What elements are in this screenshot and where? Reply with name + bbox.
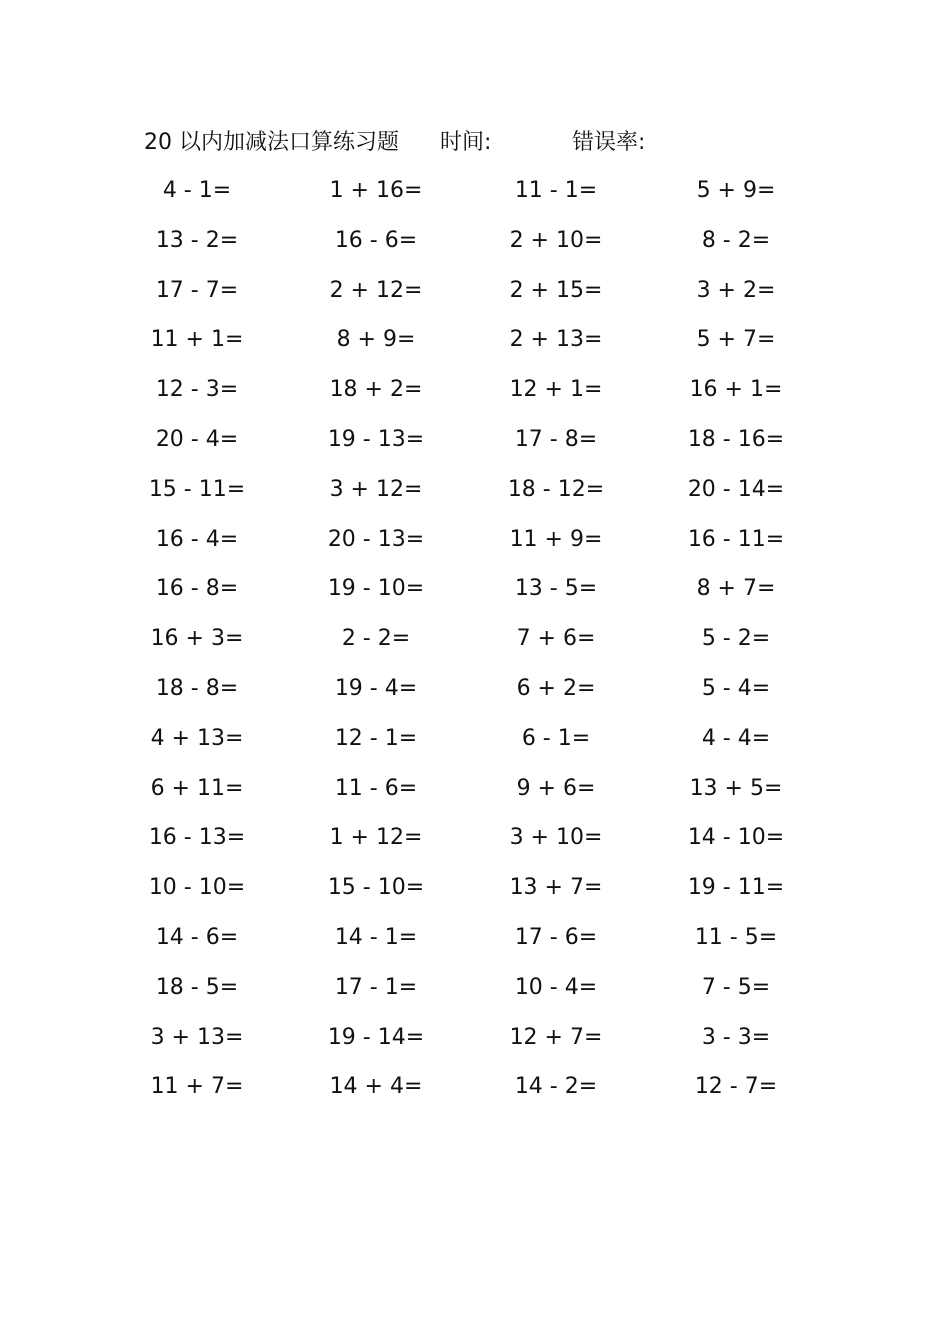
problem-item: 17 - 6= — [514, 924, 598, 950]
problem-row — [0, 871, 950, 921]
problem-row — [0, 722, 950, 772]
problem-item: 18 + 2= — [329, 377, 423, 403]
problem-item: 11 + 1= — [150, 327, 244, 353]
problem-item: 16 - 11= — [687, 526, 785, 552]
problem-item: 14 - 1= — [334, 924, 418, 950]
problem-item: 19 - 11= — [687, 875, 785, 901]
problem-item: 20 - 14= — [687, 476, 785, 502]
problem-item: 12 + 1= — [509, 377, 603, 403]
problem-row — [0, 821, 950, 871]
problem-item: 17 - 1= — [334, 974, 418, 1000]
problem-item: 13 + 5= — [689, 775, 783, 801]
problem-item: 11 + 9= — [509, 526, 603, 552]
worksheet-title: 20 以内加减法口算练习题 — [144, 130, 399, 155]
problem-item: 15 - 11= — [148, 476, 246, 502]
problem-item: 19 - 13= — [327, 426, 425, 452]
problem-item: 19 - 4= — [334, 675, 418, 701]
problem-row — [0, 772, 950, 822]
problem-item: 16 + 3= — [150, 626, 244, 652]
problem-row — [0, 423, 950, 473]
problem-item: 5 - 4= — [701, 675, 771, 701]
problem-item: 10 - 10= — [148, 875, 246, 901]
problem-item: 2 + 10= — [509, 227, 603, 253]
problem-item: 13 + 7= — [509, 875, 603, 901]
problem-row — [0, 572, 950, 622]
problem-item: 20 - 13= — [327, 526, 425, 552]
problem-row — [0, 672, 950, 722]
problem-row — [0, 174, 950, 224]
problem-item: 5 - 2= — [701, 626, 771, 652]
problem-item: 19 - 14= — [327, 1024, 425, 1050]
problem-item: 2 + 12= — [329, 277, 423, 303]
problem-item: 18 - 12= — [507, 476, 605, 502]
problem-item: 14 + 4= — [329, 1074, 423, 1100]
problem-item: 2 - 2= — [341, 626, 411, 652]
problem-item: 7 + 6= — [516, 626, 596, 652]
problem-item: 3 + 12= — [329, 476, 423, 502]
problem-item: 11 + 7= — [150, 1074, 244, 1100]
problem-row — [0, 274, 950, 324]
problem-item: 11 - 5= — [694, 924, 778, 950]
problem-item: 16 - 6= — [334, 227, 418, 253]
problem-item: 6 + 2= — [516, 675, 596, 701]
problem-item: 9 + 6= — [516, 775, 596, 801]
problem-item: 12 - 3= — [155, 377, 239, 403]
problem-item: 3 + 13= — [150, 1024, 244, 1050]
problem-item: 6 + 11= — [150, 775, 244, 801]
problem-item: 14 - 10= — [687, 825, 785, 851]
problem-item: 3 + 10= — [509, 825, 603, 851]
problem-row — [0, 622, 950, 672]
problem-item: 11 - 1= — [514, 178, 598, 203]
problem-item: 8 + 7= — [696, 576, 776, 602]
problem-item: 4 - 1= — [162, 178, 232, 203]
problem-row — [0, 971, 950, 1021]
problem-item: 1 + 12= — [329, 825, 423, 851]
problem-item: 11 - 6= — [334, 775, 418, 801]
problem-item: 19 - 10= — [327, 576, 425, 602]
problem-item: 2 + 15= — [509, 277, 603, 303]
problem-item: 12 + 7= — [509, 1024, 603, 1050]
problem-item: 6 - 1= — [521, 725, 591, 751]
problem-row — [0, 224, 950, 274]
problem-item: 14 - 6= — [155, 924, 239, 950]
problem-item: 3 - 3= — [701, 1024, 771, 1050]
problem-item: 8 - 2= — [701, 227, 771, 253]
problem-grid — [0, 174, 950, 1120]
problem-item: 18 - 8= — [155, 675, 239, 701]
problem-item: 13 - 5= — [514, 576, 598, 602]
problem-item: 13 - 2= — [155, 227, 239, 253]
problem-item: 7 - 5= — [701, 974, 771, 1000]
problem-row — [0, 473, 950, 523]
problem-item: 17 - 7= — [155, 277, 239, 303]
problem-item: 18 - 5= — [155, 974, 239, 1000]
problem-row — [0, 1070, 950, 1120]
problem-item: 17 - 8= — [514, 426, 598, 452]
problem-item: 16 - 13= — [148, 825, 246, 851]
problem-item: 2 + 13= — [509, 327, 603, 353]
worksheet-header — [144, 126, 844, 160]
problem-item: 16 - 8= — [155, 576, 239, 602]
problem-item: 5 + 9= — [696, 178, 776, 203]
time-label: 时间: — [440, 130, 492, 155]
problem-item: 16 + 1= — [689, 377, 783, 403]
problem-row — [0, 323, 950, 373]
problem-item: 4 + 13= — [150, 725, 244, 751]
problem-row — [0, 1021, 950, 1071]
problem-item: 18 - 16= — [687, 426, 785, 452]
problem-item: 1 + 16= — [329, 178, 423, 203]
problem-item: 5 + 7= — [696, 327, 776, 353]
problem-item: 12 - 1= — [334, 725, 418, 751]
problem-item: 4 - 4= — [701, 725, 771, 751]
problem-row — [0, 373, 950, 423]
error-rate-label: 错误率: — [572, 130, 646, 155]
problem-item: 14 - 2= — [514, 1074, 598, 1100]
problem-item: 8 + 9= — [336, 327, 416, 353]
problem-row — [0, 523, 950, 573]
problem-item: 12 - 7= — [694, 1074, 778, 1100]
problem-row — [0, 921, 950, 971]
problem-item: 15 - 10= — [327, 875, 425, 901]
problem-item: 10 - 4= — [514, 974, 598, 1000]
problem-item: 16 - 4= — [155, 526, 239, 552]
problem-item: 20 - 4= — [155, 426, 239, 452]
problem-item: 3 + 2= — [696, 277, 776, 303]
